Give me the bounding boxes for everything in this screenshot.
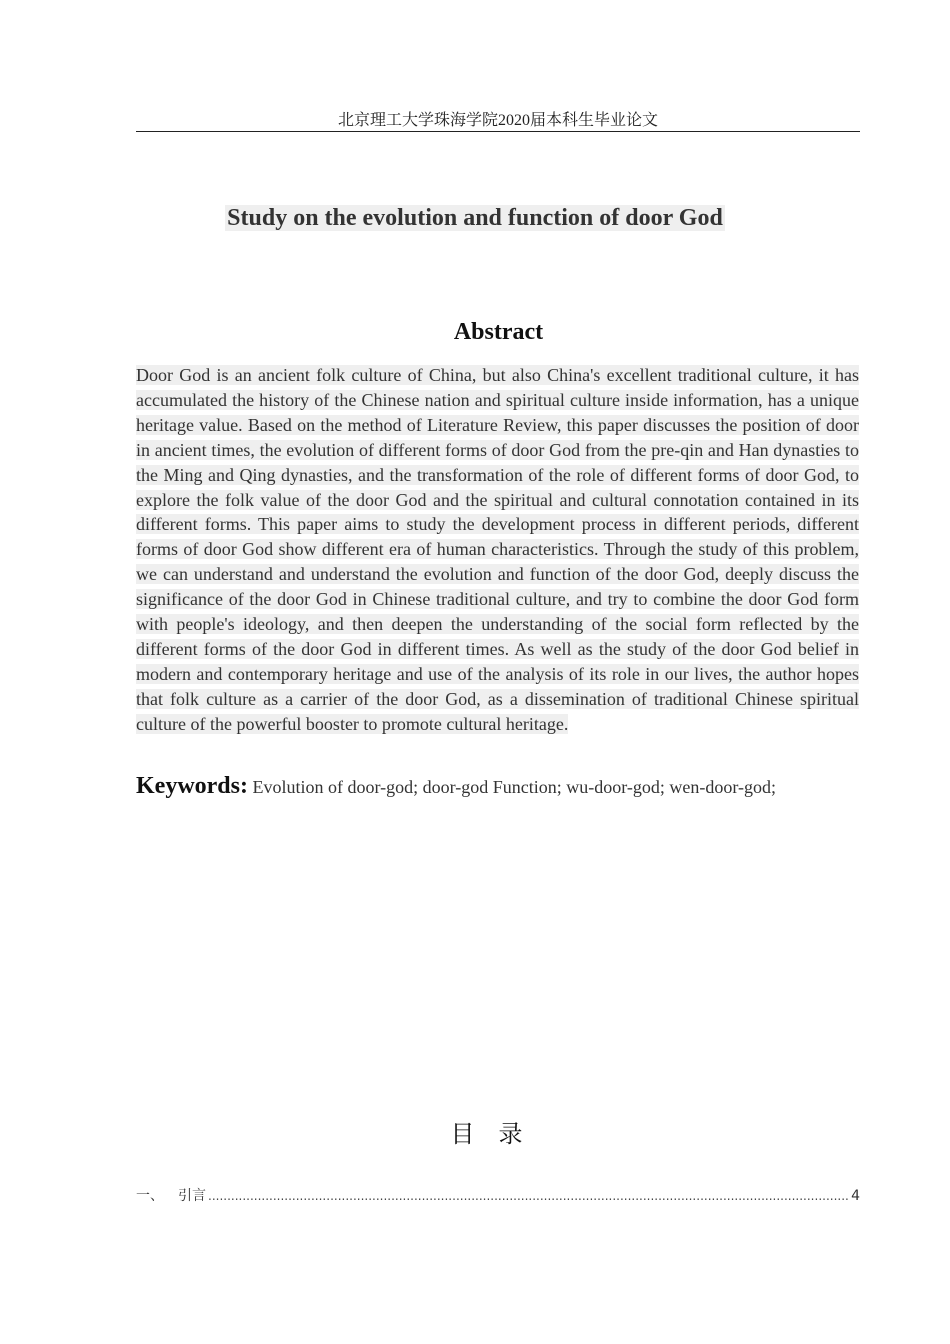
keywords bbox=[136, 771, 896, 802]
toc-leader-dots bbox=[208, 1189, 849, 1203]
header-text: 北京理工大学珠海学院2020届本科生毕业论文 bbox=[337, 112, 658, 129]
abstract-heading: Abstract bbox=[453, 319, 544, 345]
toc-heading: 目录 bbox=[450, 1120, 547, 1148]
keywords-text: Evolution of door-god; door-god Function; wu-door-god; wen-door-god; bbox=[252, 777, 776, 797]
abstract-body bbox=[136, 363, 859, 737]
toc-entry-number: 一、 bbox=[136, 1188, 164, 1204]
abstract-text: Door God is an ancient folk culture of China, but also China's excellent traditional culture, it has accumulated the history of the Chinese nation and spiritual culture inside information, has a unique heritage value. Based on the method of Literature Review, this paper discusses the position of door in ancient times, the evolution of different forms of door God from the pre-qin and Han dynasties to the Ming and Qing dynasties, and the transformation of the role of different forms of door God, to explore the folk value of the door God and the spiritual and cultural connotation contained in its different forms. This paper aims to study the development process in different periods, different forms of door God show different era of human characteristics. Through the study of this problem, we can understand and understand the evolution and function of the door God, deeply discuss the significance of the door God in Chinese traditional culture, and try to combine the door God form with people's ideology, and then deepen the understanding of the social form reflected by the different forms of the door God in different times. As well as the study of the door God belief in modern and contemporary heritage and use of the analysis of its role in our lives, the author hopes that folk culture as a carrier of the door God, as a dissemination of traditional Chinese spiritual culture of the powerful booster to promote cultural heritage. bbox=[136, 365, 859, 734]
paper-title-text: Study on the evolution and function of door God bbox=[227, 205, 723, 231]
keywords-label: Keywords: bbox=[136, 773, 248, 799]
toc-entry-page: 4 bbox=[851, 1188, 860, 1204]
page-header bbox=[136, 111, 860, 132]
paper-title bbox=[0, 202, 950, 234]
toc-entry[interactable] bbox=[136, 1185, 860, 1207]
toc-entry-label: 引言 bbox=[178, 1188, 206, 1204]
